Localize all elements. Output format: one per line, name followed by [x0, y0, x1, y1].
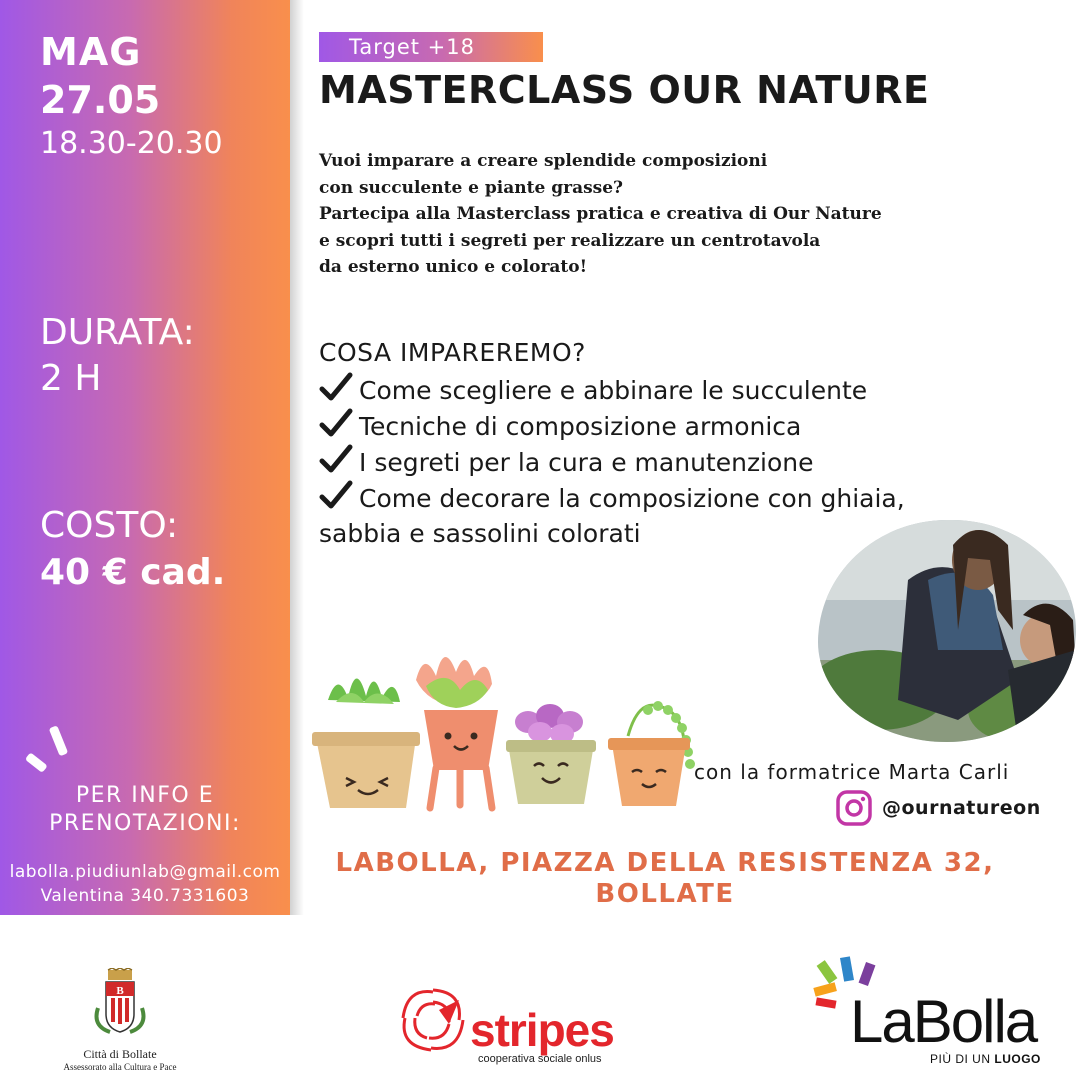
- info-title-line2: PRENOTAZIONI:: [49, 811, 241, 836]
- check-icon: [319, 372, 353, 402]
- labolla-wordmark: LaBolla: [850, 988, 1037, 1055]
- duration-label: DURATA:: [40, 312, 195, 353]
- logo-citta-di-bollate: [40, 968, 200, 1072]
- info-title: [0, 782, 290, 838]
- date-month: MAG: [40, 30, 142, 74]
- event-location: [300, 848, 1030, 910]
- cost-value: 40 € cad.: [40, 552, 226, 593]
- sidebar-shadow: [290, 0, 304, 915]
- list-item: [319, 372, 949, 408]
- page-title: MASTERCLASS OUR NATURE: [319, 68, 930, 112]
- list-item: [319, 408, 949, 444]
- bollate-name: Città di Bollate: [83, 1047, 157, 1061]
- intro-text: [319, 148, 882, 281]
- trainer-photo: [818, 520, 1076, 742]
- sidebar: [0, 0, 290, 915]
- duration-value: 2 H: [40, 358, 102, 399]
- succulent-pot-4: [608, 701, 695, 806]
- cost-label: COSTO:: [40, 505, 179, 546]
- location-line1: LABOLLA, PIAZZA DELLA RESISTENZA 32,: [335, 848, 995, 878]
- intro-line: da esterno unico e colorato!: [319, 257, 588, 277]
- bollate-crest-letter: B: [116, 985, 124, 997]
- list-item-text: I segreti per la cura e manutenzione: [359, 448, 814, 477]
- learn-heading: COSA IMPAREREMO?: [319, 338, 586, 367]
- intro-line: con succulente e piante grasse?: [319, 177, 623, 198]
- check-icon: [319, 408, 353, 438]
- labolla-tagline: [930, 1052, 1041, 1066]
- intro-line: Partecipa alla Masterclass pratica e creativa di Our Nature: [319, 204, 882, 224]
- succulent-pot-3: [506, 704, 596, 804]
- bollate-crest-icon: [90, 968, 150, 1040]
- list-item: [319, 444, 949, 480]
- succulent-pot-1: [312, 678, 420, 808]
- intro-line: e scopri tutti i segreti per realizzare un centrotavola: [319, 230, 821, 251]
- succulent-pot-2: [416, 657, 498, 808]
- instagram-icon[interactable]: [836, 790, 872, 826]
- info-title-line1: PER INFO E: [75, 783, 215, 808]
- instagram-handle[interactable]: @ournatureon: [882, 797, 1041, 819]
- list-item-text: Come decorare la composizione con ghiaia,: [359, 484, 905, 513]
- instagram-row[interactable]: [836, 790, 1041, 826]
- check-icon: [319, 444, 353, 474]
- list-item: [319, 480, 949, 516]
- event-time: 18.30-20.30: [40, 126, 223, 161]
- target-badge: Target +18: [319, 32, 543, 62]
- succulents-illustration: [308, 640, 708, 812]
- spark-icon: [26, 722, 76, 778]
- stripes-tagline: cooperativa sociale onlus: [478, 1053, 602, 1065]
- check-icon: [319, 480, 353, 510]
- stripes-swirl-icon: [393, 980, 473, 1060]
- list-item-text: Tecniche di composizione armonica: [359, 412, 802, 441]
- location-line2: BOLLATE: [595, 879, 735, 909]
- list-item-text: Come scegliere e abbinare le succulente: [359, 376, 868, 405]
- info-contact: [0, 860, 290, 908]
- stripes-wordmark: stripes: [470, 1004, 614, 1056]
- contact-phone[interactable]: Valentina 340.7331603: [40, 886, 250, 906]
- list-item-continuation: sabbia e sassolini colorati: [319, 519, 641, 548]
- contact-email[interactable]: labolla.piudiunlab@gmail.com: [9, 862, 281, 882]
- date-day: 27.05: [40, 78, 161, 122]
- intro-line: Vuoi imparare a creare splendide composizioni: [319, 151, 768, 171]
- trainer-credit: con la formatrice Marta Carli: [694, 760, 1010, 784]
- learn-list: [319, 372, 949, 551]
- labolla-tag-prefix: PIÙ DI UN: [930, 1052, 991, 1066]
- labolla-tag-bold: LUOGO: [994, 1052, 1041, 1066]
- bollate-subtitle: Assessorato alla Cultura e Pace: [63, 1062, 177, 1072]
